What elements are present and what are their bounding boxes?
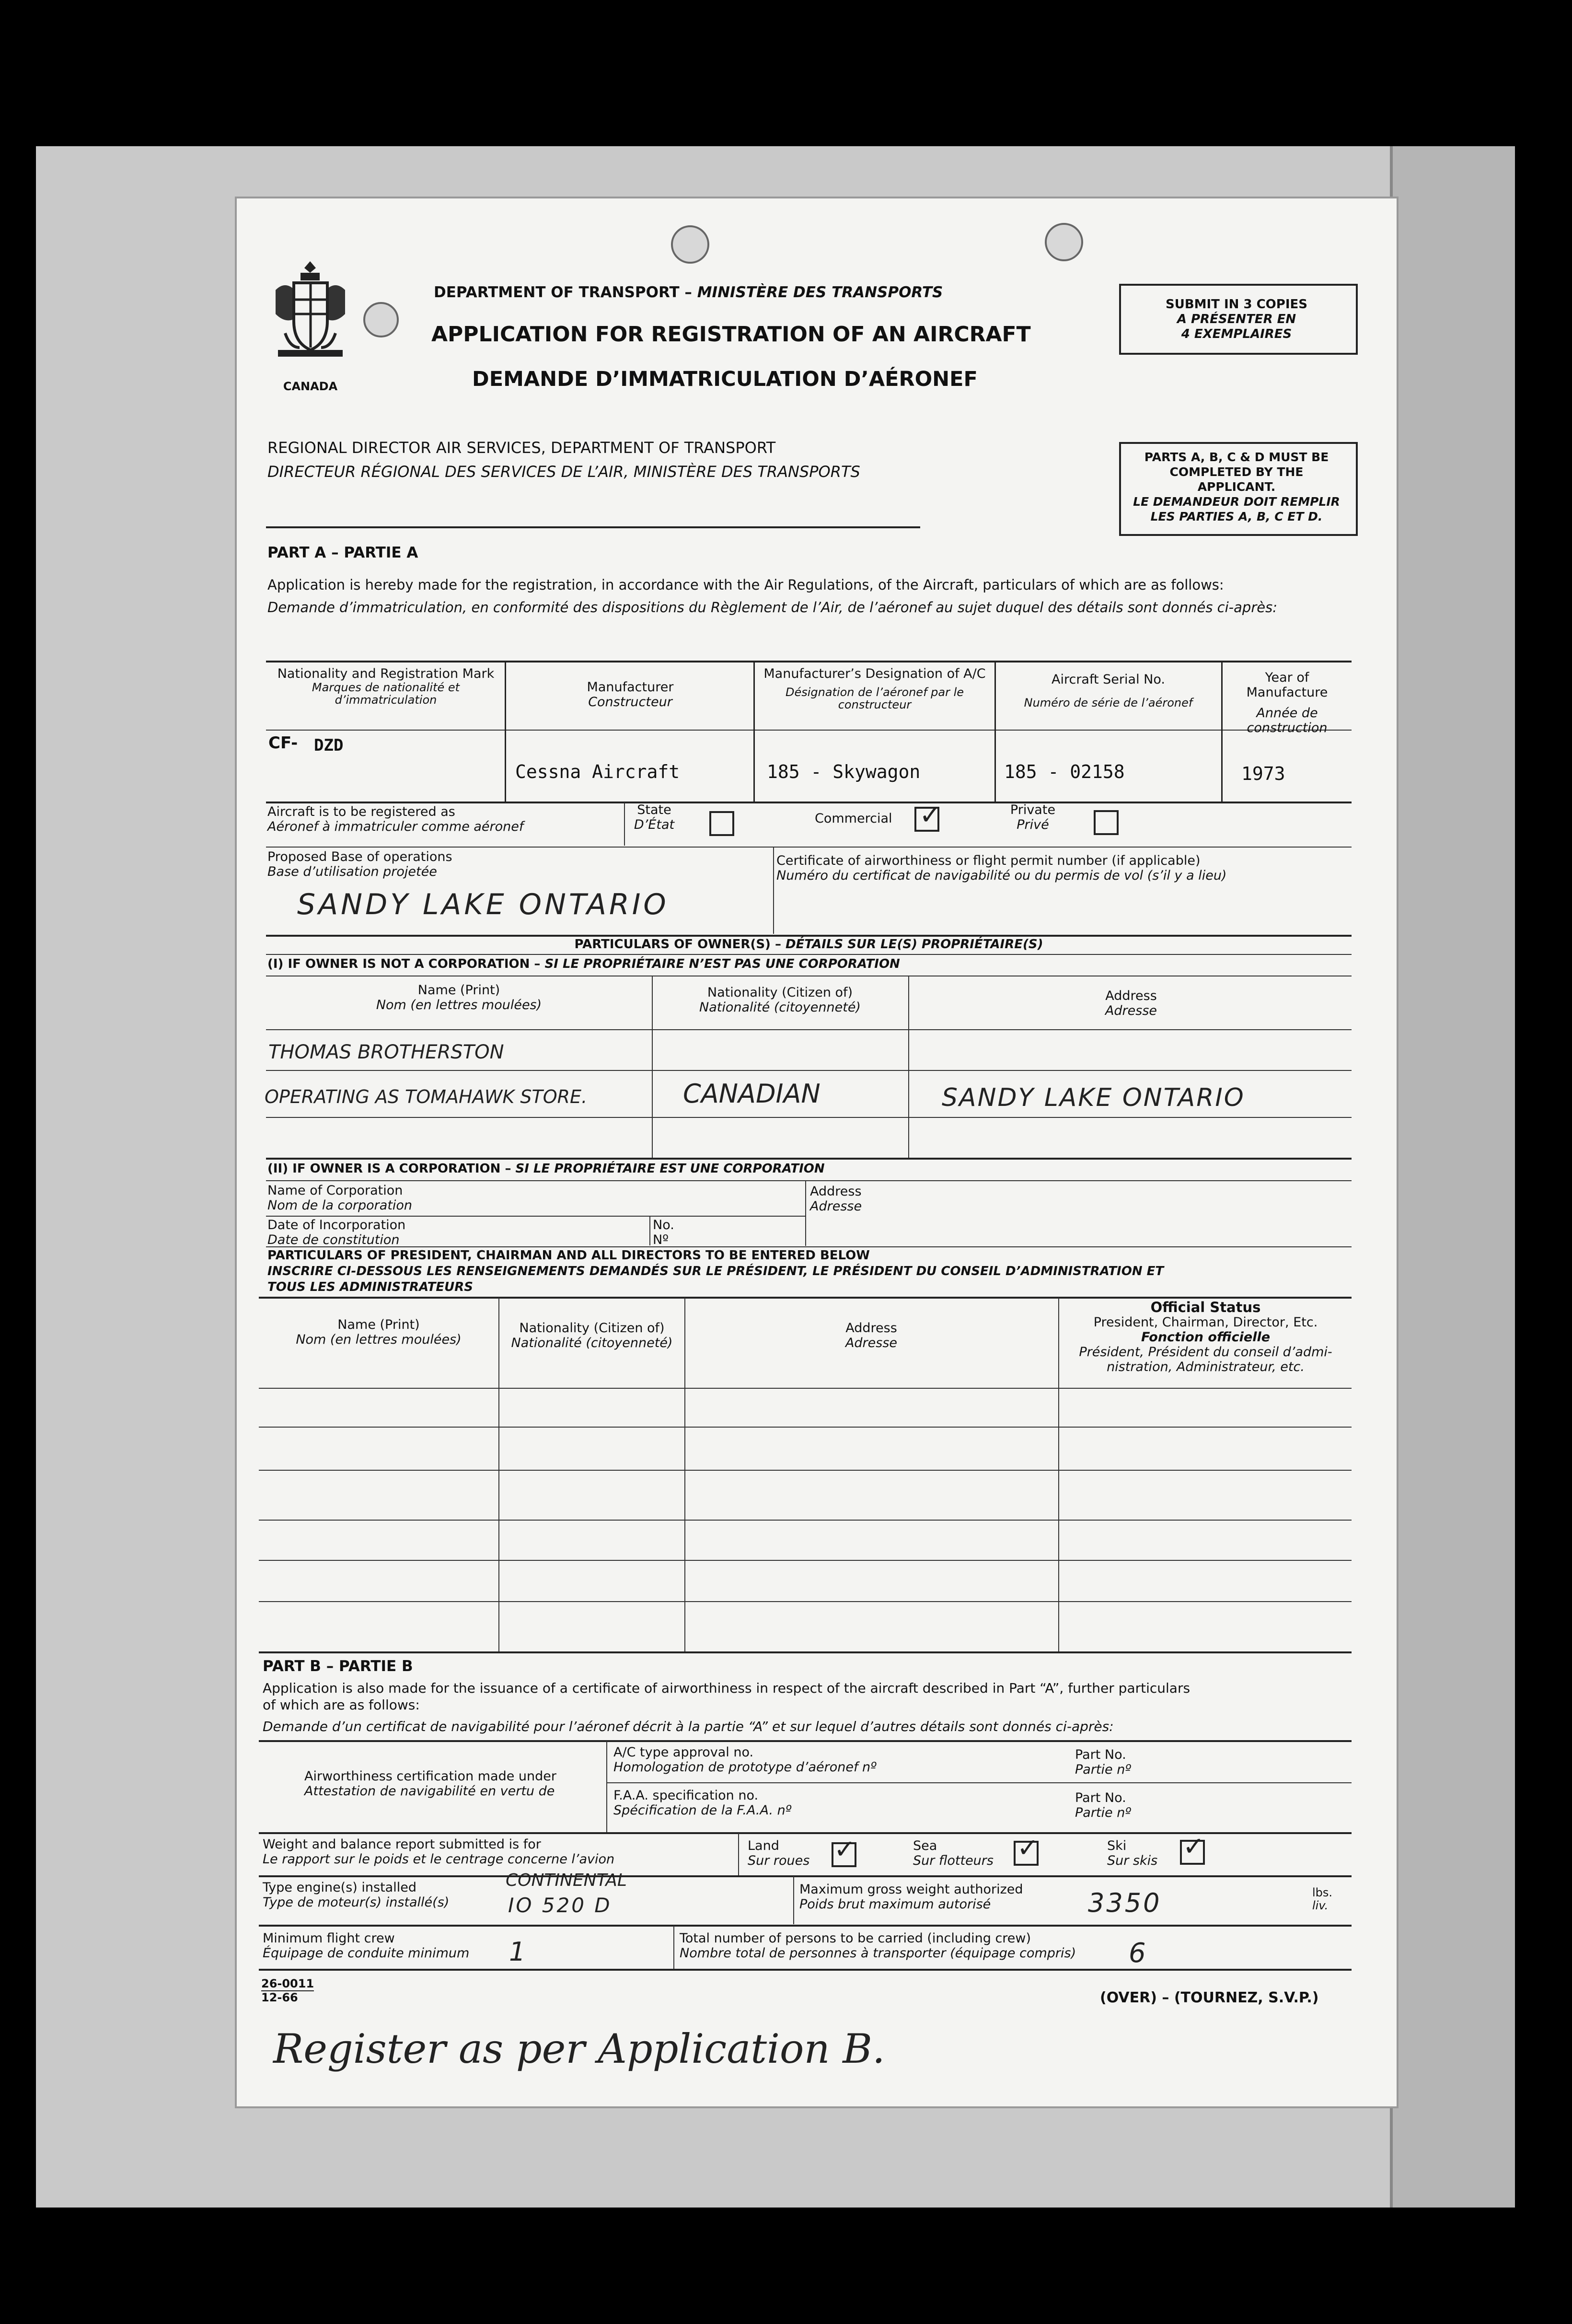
min-crew-value[interactable]: 1 xyxy=(509,1937,526,1967)
owner-name-header: Name (Print) Nom (en lettres moulées) xyxy=(376,983,542,1012)
part-number-label-2: Part No. Partie nº xyxy=(1075,1790,1132,1820)
col-nationality: Nationality and Registration Mark Marques de nationalité et d’immatriculation xyxy=(277,666,495,707)
punch-hole xyxy=(1045,223,1083,261)
owners-heading: PARTICULARS OF OWNER(S) – DÉTAILS SUR LE(S) PROPRIÉTAIRE(S) xyxy=(574,937,1043,952)
engine-model-value[interactable]: IO 520 D xyxy=(508,1894,612,1917)
col-serial: Aircraft Serial No. Numéro de série de l’aéronef xyxy=(1024,672,1193,709)
engine-make-value[interactable]: CONTINENTAL xyxy=(506,1871,627,1890)
designation-value[interactable]: 185 - Skywagon xyxy=(767,761,921,782)
owner-nationality-header: Nationality (Citizen of) Nationalité (citoyenneté) xyxy=(699,985,861,1015)
corporation-heading: (II) IF OWNER IS A CORPORATION – SI LE PROPRIÉTAIRE EST UNE CORPORATION xyxy=(267,1162,825,1176)
punch-hole xyxy=(671,225,709,264)
column-divider xyxy=(793,1876,794,1924)
table-line xyxy=(266,1029,1352,1030)
department-title: DEPARTMENT OF TRANSPORT – MINISTÈRE DES TRANSPORTS xyxy=(434,284,943,301)
form-title-en: APPLICATION FOR REGISTRATION OF AN AIRCRAFT xyxy=(431,322,1031,347)
table-line xyxy=(259,1297,1352,1299)
base-value[interactable]: SANDY LAKE ONTARIO xyxy=(297,888,669,921)
part-b-intro-en2: of which are as follows: xyxy=(263,1697,420,1713)
table-line xyxy=(259,1875,1352,1877)
private-label: Private Privé xyxy=(1010,802,1056,832)
row-divider xyxy=(624,802,625,846)
punch-hole xyxy=(363,302,399,337)
column-divider xyxy=(498,1298,499,1651)
certification-label: Airworthiness certification made under Attestation de navigabilité en vertu de xyxy=(304,1769,557,1799)
country-label: CANADA xyxy=(283,380,338,393)
table-line xyxy=(266,954,1352,955)
table-line xyxy=(266,1216,805,1217)
table-line xyxy=(266,935,1352,937)
col-manufacturer: Manufacturer Constructeur xyxy=(587,680,674,709)
part-b-heading: PART B – PARTIE B xyxy=(263,1658,413,1675)
turn-over-note: (OVER) – (TOURNEZ, S.V.P.) xyxy=(1100,1989,1319,2006)
submit-copies-text: SUBMIT IN 3 COPIES A PRÉSENTER EN 4 EXEMPLAIRES xyxy=(1165,297,1308,341)
column-divider xyxy=(652,976,653,1159)
owner-address-value[interactable]: SANDY LAKE ONTARIO xyxy=(942,1083,1245,1112)
addressee-line xyxy=(266,526,920,528)
table-line xyxy=(266,802,1352,803)
private-checkbox[interactable] xyxy=(1094,810,1119,835)
ski-label: Ski Sur skis xyxy=(1107,1838,1158,1868)
parts-required-text: PARTS A, B, C & D MUST BE COMPLETED BY THE APPLICANT. LE DEMANDEUR DOIT REMPLIR LES PARTIES A, B, C ET D. xyxy=(1133,450,1340,523)
column-divider xyxy=(738,1833,739,1875)
form-number: 26-0011 12-66 xyxy=(261,1977,314,2004)
incorporation-date-label: Date of Incorporation Date de constitution xyxy=(267,1218,406,1247)
sea-label: Sea Sur flotteurs xyxy=(913,1838,994,1868)
sea-check-mark: ✓ xyxy=(1017,1833,1039,1863)
owner-name-value[interactable]: THOMAS BROTHERSTON xyxy=(268,1041,504,1063)
land-check-mark: ✓ xyxy=(834,1834,856,1864)
director-status-header: Official Status President, Chairman, Director, Etc. Fonction officielle Président, Président du conseil d’admi- nistration, Administrateur, etc. xyxy=(1079,1299,1332,1374)
table-line xyxy=(259,1740,1352,1742)
owner-address-header: Address Adresse xyxy=(1105,988,1157,1018)
individual-owner-heading: (I) IF OWNER IS NOT A CORPORATION – SI LE PROPRIÉTAIRE N’EST PAS UNE CORPORATION xyxy=(267,957,900,971)
owner-nationality-value[interactable]: CANADIAN xyxy=(683,1079,821,1109)
owner-trading-value[interactable]: OPERATING AS TOMAHAWK STORE. xyxy=(265,1086,588,1107)
table-line xyxy=(266,1180,1352,1181)
serial-value[interactable]: 185 - 02158 xyxy=(1004,761,1125,782)
table-line xyxy=(266,1246,1352,1247)
commercial-check-mark: ✓ xyxy=(919,800,942,831)
part-a-intro-fr: Demande d’immatriculation, en conformité des dispositions du Règlement de l’Air, de l’aéronef au sujet duquel des détails sont donnés ci-après: xyxy=(267,599,1277,616)
persons-value[interactable]: 6 xyxy=(1129,1938,1146,1969)
faa-spec-label: F.A.A. specification no. Spécification de la F.A.A. nº xyxy=(613,1788,792,1818)
table-divider xyxy=(753,662,755,802)
table-divider xyxy=(505,662,506,802)
table-line xyxy=(266,847,1352,848)
table-row xyxy=(259,1520,1352,1521)
handwritten-note: Register as per Application B. xyxy=(273,2025,885,2072)
table-line xyxy=(266,1117,1352,1118)
directors-heading-en: PARTICULARS OF PRESIDENT, CHAIRMAN AND ALL DIRECTORS TO BE ENTERED BELOW xyxy=(267,1248,870,1263)
addressee-en: REGIONAL DIRECTOR AIR SERVICES, DEPARTMENT OF TRANSPORT xyxy=(267,439,776,457)
column-divider xyxy=(805,1181,806,1246)
corporation-name-label: Name of Corporation Nom de la corporation xyxy=(267,1183,413,1213)
engine-label: Type engine(s) installed Type de moteur(s) installé(s) xyxy=(263,1880,450,1910)
table-row xyxy=(259,1427,1352,1428)
registered-as-label: Aircraft is to be registered as Aéronef à immatriculer comme aéronef xyxy=(267,804,524,834)
year-value[interactable]: 1973 xyxy=(1241,763,1285,784)
table-row xyxy=(259,1560,1352,1561)
registration-mark[interactable]: DZD xyxy=(314,736,344,755)
director-name-header: Name (Print) Nom (en lettres moulées) xyxy=(296,1317,462,1347)
certificate-label: Certificate of airworthiness or flight permit number (if applicable) Numéro du certificat de navigabilité ou du permis de vol (s’il y a lieu) xyxy=(776,853,1227,883)
number-label: No. Nº xyxy=(653,1218,674,1247)
weight-report-label: Weight and balance report submitted is for Le rapport sur le poids et le centrage concerne l’avion xyxy=(263,1837,615,1867)
table-row xyxy=(259,1470,1352,1471)
column-divider xyxy=(684,1298,685,1651)
state-label: State D’État xyxy=(634,802,675,832)
table-line xyxy=(606,1782,1352,1783)
part-b-intro-en1: Application is also made for the issuance of a certificate of airworthiness in respect of the aircraft described in Part “A”, further particulars xyxy=(263,1680,1191,1696)
table-line xyxy=(259,1969,1352,1971)
directors-heading-fr2: TOUS LES ADMINISTRATEURS xyxy=(267,1280,473,1294)
base-label: Proposed Base of operations Base d’utilisation projetée xyxy=(267,849,452,879)
col-year: Year of Manufacture Année de construction xyxy=(1246,670,1328,735)
column-divider xyxy=(908,976,909,1159)
ski-check-mark: ✓ xyxy=(1183,1831,1205,1861)
row-divider xyxy=(773,848,774,934)
addressee-fr: DIRECTEUR RÉGIONAL DES SERVICES DE L’AIR, MINISTÈRE DES TRANSPORTS xyxy=(267,463,860,481)
min-crew-label: Minimum flight crew Équipage de conduite minimum xyxy=(263,1931,470,1961)
persons-label: Total number of persons to be carried (including crew) Nombre total de personnes à transporter (équipage compris) xyxy=(680,1931,1076,1961)
max-weight-label: Maximum gross weight authorized Poids brut maximum autorisé xyxy=(799,1882,1023,1912)
table-line xyxy=(266,661,1352,662)
director-nationality-header: Nationality (Citizen of) Nationalité (citoyenneté) xyxy=(511,1321,673,1350)
table-line xyxy=(266,1158,1352,1160)
column-divider xyxy=(649,1217,650,1245)
form-title-fr: DEMANDE D’IMMATRICULATION D’AÉRONEF xyxy=(472,367,978,391)
director-address-header: Address Adresse xyxy=(845,1321,898,1350)
col-designation: Manufacturer’s Designation of A/C Désignation de l’aéronef par le constructeur xyxy=(763,666,986,711)
table-line xyxy=(266,1070,1352,1071)
type-approval-label: A/C type approval no. Homologation de prototype d’aéronef nº xyxy=(613,1745,877,1775)
part-b-intro-fr: Demande d’un certificat de navigabilité pour l’aéronef décrit à la partie “A” et sur lequel d’autres détails sont donnés ci-après: xyxy=(263,1719,1114,1734)
part-a-heading: PART A – PARTIE A xyxy=(267,544,418,561)
directors-heading-fr1: INSCRIRE CI-DESSOUS LES RENSEIGNEMENTS DEMANDÉS SUR LE PRÉSIDENT, LE PRÉSIDENT DU CONSEIL D’ADMINISTRATION ET xyxy=(267,1264,1164,1278)
manufacturer-value[interactable]: Cessna Aircraft xyxy=(515,761,680,782)
registration-prefix: CF- xyxy=(268,733,298,753)
commercial-label: Commercial xyxy=(815,811,892,826)
column-divider xyxy=(1058,1298,1059,1651)
column-divider xyxy=(606,1741,607,1832)
table-line xyxy=(266,730,1352,731)
corporation-address-label: Address Adresse xyxy=(810,1184,862,1214)
table-line xyxy=(259,1388,1352,1389)
table-line xyxy=(259,1651,1352,1653)
part-a-intro-en: Application is hereby made for the registration, in accordance with the Air Regulations, of the Aircraft, particulars of which are as follows: xyxy=(267,577,1224,593)
max-weight-value[interactable]: 3350 xyxy=(1088,1888,1162,1918)
canada-coat-of-arms-icon xyxy=(266,256,355,376)
land-label: Land Sur roues xyxy=(748,1838,810,1868)
table-divider xyxy=(994,662,996,802)
table-line xyxy=(259,1925,1352,1927)
part-number-label: Part No. Partie nº xyxy=(1075,1747,1132,1777)
backing-card xyxy=(1390,146,1515,2208)
table-divider xyxy=(1221,662,1223,802)
state-checkbox[interactable] xyxy=(709,811,734,836)
table-row xyxy=(259,1601,1352,1602)
column-divider xyxy=(673,1926,674,1969)
weight-unit: lbs. liv. xyxy=(1312,1886,1333,1912)
